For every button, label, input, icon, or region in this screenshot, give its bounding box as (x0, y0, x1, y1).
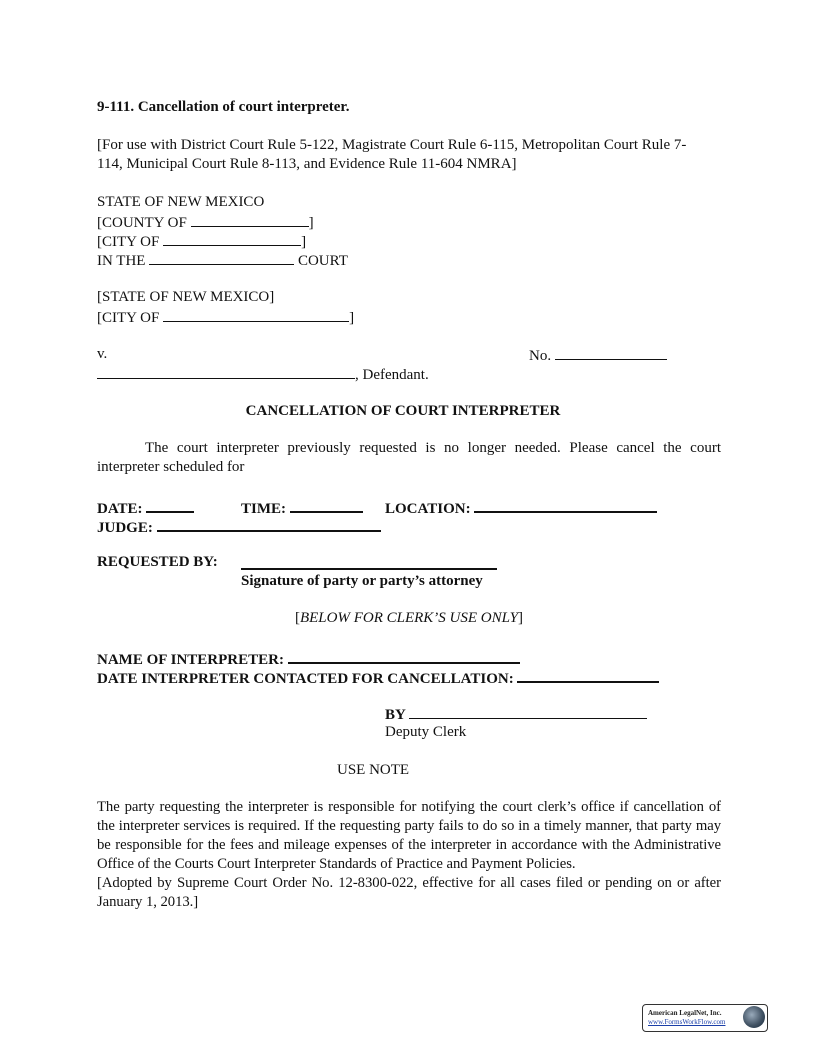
defendant-line (97, 364, 429, 385)
court-label: IN THE (97, 253, 150, 269)
city-blank[interactable] (163, 231, 301, 246)
location-field (385, 496, 657, 519)
americanlegalnet-logo[interactable] (642, 1004, 768, 1032)
interpreter-name-label: NAME OF INTERPRETER: (97, 652, 288, 668)
use-note-heading: USE NOTE (337, 762, 410, 778)
adoption-note: [Adopted by Supreme Court Order No. 12-8300-022, effective for all cases filed or pending on or after January 1, 2013.] (97, 875, 721, 910)
signature-caption: Signature of party or party’s attorney (241, 573, 483, 589)
caption-city (97, 231, 306, 252)
contact-date-label: DATE INTERPRETER CONTACTED FOR CANCELLATION: (97, 671, 518, 687)
alt-city-blank[interactable] (163, 307, 349, 322)
judge-field (97, 515, 381, 538)
use-note-text: The party requesting the interpreter is responsible for notifying the court clerk’s office if cancellation of the interpreter services is required. If the requesting party fails to do so in a timely manner, that party may be responsible for the fees and mileage expenses of the interpreter in accordance with the Administrative Office of the Courts Court Interpreter Standards of Practice and Payment Policies. (97, 799, 721, 872)
date-blank[interactable] (146, 496, 194, 513)
caption-state: STATE OF NEW MEXICO (97, 194, 265, 210)
county-label: [COUNTY OF (97, 215, 191, 231)
by-blank[interactable] (409, 704, 647, 719)
clerk-note-close: ] (518, 610, 524, 626)
logo-website-link[interactable]: www.FormsWorkFlow.com (648, 1018, 726, 1026)
alt-state: [STATE OF NEW MEXICO] (97, 289, 275, 305)
globe-icon (743, 1006, 765, 1028)
form-heading: CANCELLATION OF COURT INTERPRETER (245, 403, 561, 419)
requested-by-label: REQUESTED BY: (97, 554, 218, 570)
clerk-section-note (97, 609, 721, 628)
body-paragraph: The court interpreter previously requested is no longer needed. Please cancel the court interpreter scheduled for (97, 440, 721, 475)
alt-city (97, 307, 354, 328)
time-label: TIME: (241, 501, 290, 517)
deputy-clerk: Deputy Clerk (385, 724, 467, 740)
case-number-blank[interactable] (555, 345, 667, 360)
city-bracket: ] (301, 234, 307, 250)
county-blank[interactable] (191, 212, 309, 227)
alt-city-label: [CITY OF (97, 310, 164, 326)
usage-line-2: 114, Municipal Court Rule 8-113, and Evidence Rule 11-604 NMRA] (97, 156, 517, 172)
caption-court (97, 250, 348, 271)
court-blank[interactable] (149, 250, 294, 265)
contact-date-blank[interactable] (517, 666, 659, 683)
usage-line-1: [For use with District Court Rule 5-122, Magistrate Court Rule 6-115, Metropolitan Court Rule 7- (97, 137, 687, 153)
defendant-label: , Defendant. (355, 367, 429, 383)
by-label: BY (385, 707, 410, 723)
logo-company: American LegalNet, Inc. (648, 1009, 722, 1017)
city-label: [CITY OF (97, 234, 164, 250)
location-blank[interactable] (474, 496, 657, 513)
clerk-note-text: BELOW FOR CLERK’S USE ONLY (299, 610, 519, 626)
rule-title: 9-111. Cancellation of court interpreter. (97, 99, 350, 115)
county-bracket: ] (308, 215, 314, 231)
clerk-note-open: [ (294, 610, 300, 626)
case-number (529, 345, 667, 366)
defendant-blank[interactable] (97, 364, 355, 379)
contact-date-field (97, 666, 659, 689)
location-label: LOCATION: (385, 501, 475, 517)
signature-blank[interactable] (241, 553, 497, 570)
judge-label: JUDGE: (97, 520, 157, 536)
court-suffix: COURT (294, 253, 348, 269)
date-label: DATE: (97, 501, 147, 517)
case-number-label: No. (529, 348, 555, 364)
time-blank[interactable] (290, 496, 363, 513)
caption-county (97, 212, 314, 233)
judge-blank[interactable] (157, 515, 381, 532)
interpreter-name-blank[interactable] (288, 647, 520, 664)
by-field (385, 704, 647, 725)
alt-city-bracket: ] (349, 310, 355, 326)
versus: v. (97, 346, 108, 362)
